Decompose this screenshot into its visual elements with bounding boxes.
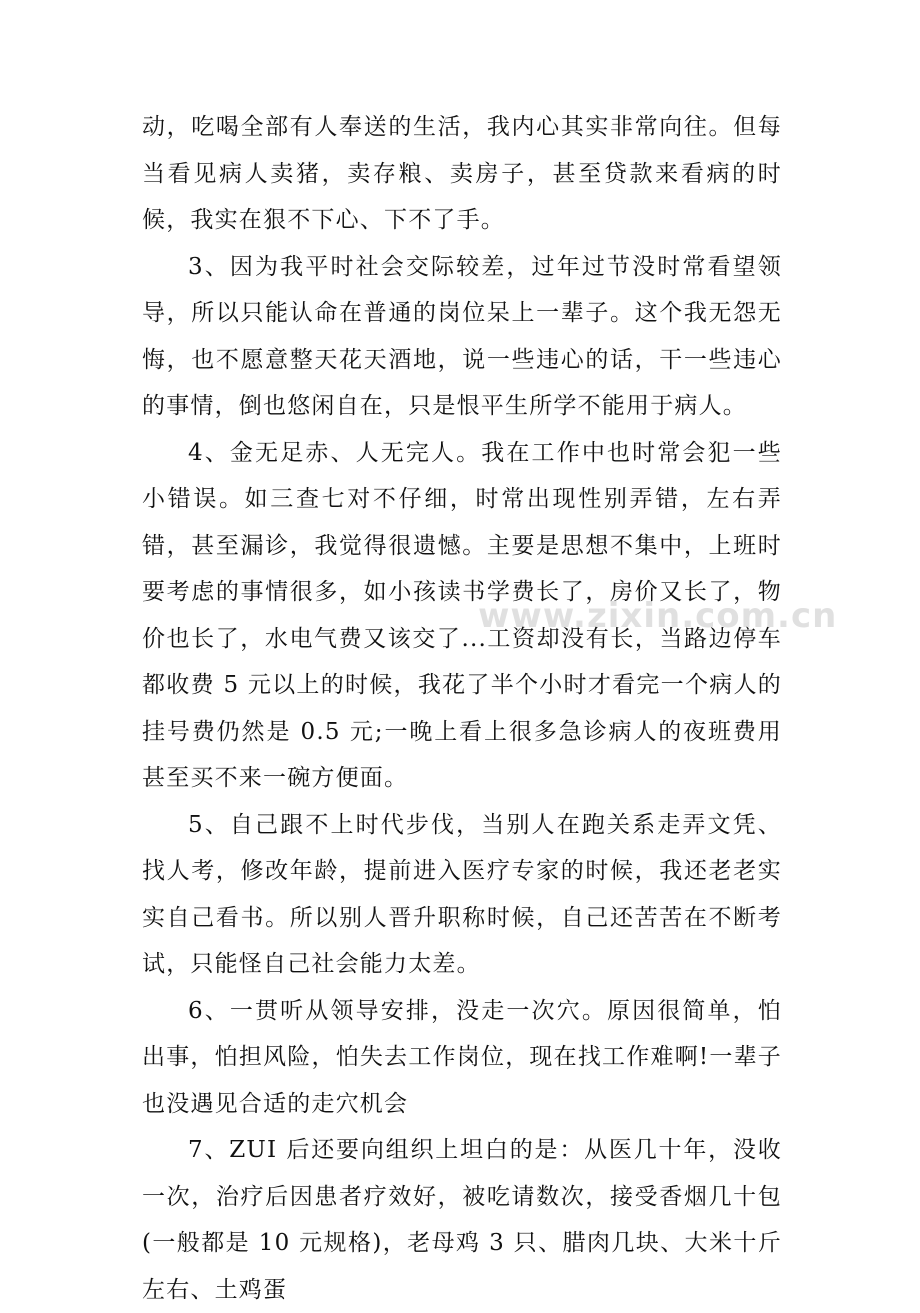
paragraph-4: 4、金无足赤、人无完人。我在工作中也时常会犯一些小错误。如三查七对不仔细，时常出现性别弄错，左右弄错，甚至漏诊，我觉得很遗憾。主要是思想不集中，上班时要考虑的事情很多，如小孩读书学费长了，房价又长了，物价也长了，水电气费又该交了...工资却没有长，当路边停车都收费 5 元以上的时候，我花了半个小时才看完一个病人的挂号费仍然是 0.5 元;一晚上看上很多急诊病人的夜班费用甚至买不来一碗方便面。 bbox=[142, 439, 782, 791]
watermark: www.zixin.com.cn bbox=[478, 596, 838, 636]
paragraph-3: 3、因为我平时社会交际较差，过年过节没时常看望领导，所以只能认命在普通的岗位呆上一辈子。这个我无怨无悔，也不愿意整天花天酒地，说一些违心的话，干一些违心的事情，倒也悠闲自在，只是恨平生所学不能用于病人。 bbox=[142, 253, 782, 419]
paragraph-continuation: 动，吃喝全部有人奉送的生活，我内心其实非常向往。但每当看见病人卖猪，卖存粮、卖房子，甚至贷款来看病的时候，我实在狠不下心、下不了手。 bbox=[142, 114, 782, 233]
paragraph-7: 7、ZUI 后还要向组织上坦白的是：从医几十年，没收一次，治疗后因患者疗效好，被吃请数次，接受香烟几十包(一般都是 10 元规格)，老母鸡 3 只、腊肉几块、大米十斤左右、土鸡蛋 bbox=[142, 1137, 782, 1303]
paragraph-5: 5、自己跟不上时代步伐，当别人在跑关系走弄文凭、找人考，修改年龄，提前进入医疗专家的时候，我还老老实实自己看书。所以别人晋升职称时候，自己还苦苦在不断考试，只能怪自己社会能力太差。 bbox=[142, 811, 782, 977]
paragraph-6: 6、一贯听从领导安排，没走一次穴。原因很简单，怕出事，怕担风险，怕失去工作岗位，现在找工作难啊!一辈子也没遇见合适的走穴机会 bbox=[142, 997, 782, 1117]
document-body bbox=[142, 104, 782, 1313]
